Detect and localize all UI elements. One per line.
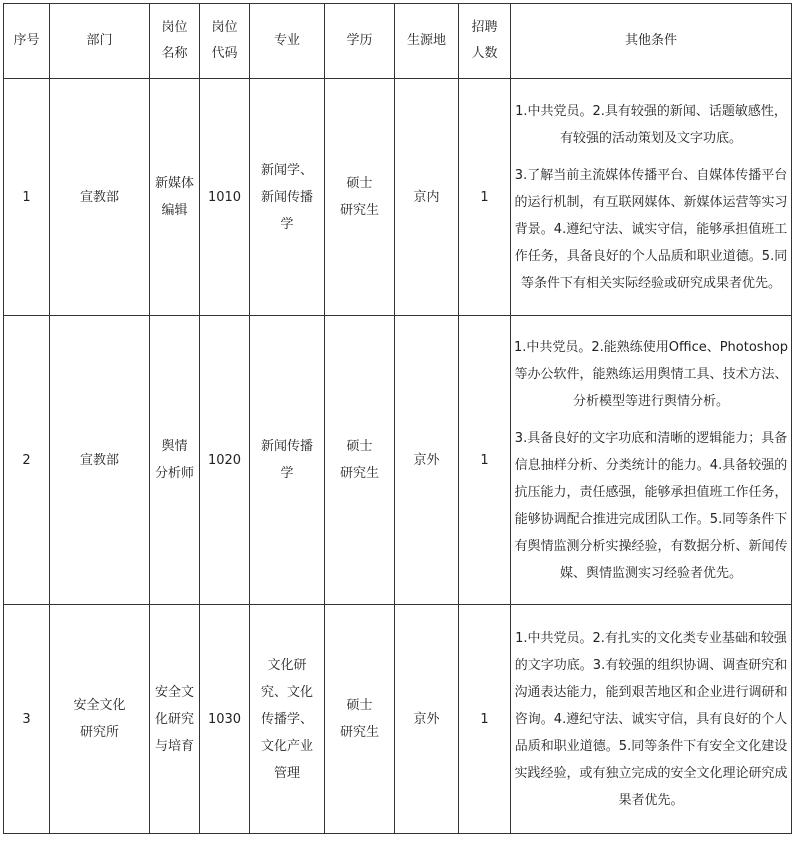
cell-seq: 2 — [4, 316, 50, 605]
cell-dept: 安全文化 研究所 — [50, 605, 150, 834]
cell-post-name: 舆情 分析师 — [150, 316, 200, 605]
condition-paragraph: 1.中共党员。2.具有较强的新闻、话题敏感性，有较强的活动策划及文字功底。 — [515, 103, 787, 146]
cell-post-code: 1030 — [200, 605, 250, 834]
cell-origin: 京外 — [395, 316, 459, 605]
header-seq: 序号 — [4, 4, 50, 79]
cell-post-code: 1010 — [200, 79, 250, 316]
cell-major: 新闻传播 学 — [250, 316, 325, 605]
cell-post-name: 新媒体 编辑 — [150, 79, 200, 316]
header-origin: 生源地 — [395, 4, 459, 79]
cell-count: 1 — [459, 316, 511, 605]
condition-paragraph: 1.中共党员。2.能熟练使用Office、Photoshop等办公软件，能熟练运用舆情工具、技术方法、分析模型等进行舆情分析。 — [513, 339, 789, 409]
cell-dept: 宣教部 — [50, 316, 150, 605]
condition-paragraph: 3.了解当前主流媒体传播平台、自媒体传播平台的运行机制，有互联网媒体、新媒体运营等实习背景。4.遵纪守法、诚实守信，能够承担值班工作任务，具备良好的个人品质和职业道德。5.同等条件下有相关实际经验或研究成果者优先。 — [514, 167, 788, 291]
cell-seq: 3 — [4, 605, 50, 834]
cell-origin: 京外 — [395, 605, 459, 834]
header-education: 学历 — [325, 4, 395, 79]
table-row — [4, 79, 792, 316]
header-post-code: 岗位 代码 — [200, 4, 250, 79]
condition-paragraph: 1.中共党员。2.有扎实的文化类专业基础和较强的文字功底。3.有较强的组织协调、调查研究和沟通表达能力，能到艰苦地区和企业进行调研和咨询。4.遵纪守法、诚实守信，具有良好的个人品质和职业道德。5.同等条件下有安全文化建设实践经验，或有独立完成的安全文化理论研究成果者优先。 — [514, 630, 788, 808]
cell-post-code: 1020 — [200, 316, 250, 605]
cell-post-name: 安全文 化研究 与培育 — [150, 605, 200, 834]
header-post-name: 岗位 名称 — [150, 4, 200, 79]
cell-conditions — [511, 605, 792, 834]
header-count: 招聘 人数 — [459, 4, 511, 79]
header-row — [4, 4, 792, 79]
cell-major: 新闻学、 新闻传播 学 — [250, 79, 325, 316]
table-row — [4, 605, 792, 834]
cell-origin: 京内 — [395, 79, 459, 316]
recruitment-table — [3, 3, 792, 834]
cell-conditions — [511, 79, 792, 316]
table-row — [4, 316, 792, 605]
cell-major: 文化研 究、文化 传播学、 文化产业 管理 — [250, 605, 325, 834]
header-conditions: 其他条件 — [511, 4, 792, 79]
cell-education: 硕士 研究生 — [325, 605, 395, 834]
cell-dept: 宣教部 — [50, 79, 150, 316]
cell-education: 硕士 研究生 — [325, 316, 395, 605]
cell-count: 1 — [459, 79, 511, 316]
cell-conditions — [511, 316, 792, 605]
header-dept: 部门 — [50, 4, 150, 79]
cell-count: 1 — [459, 605, 511, 834]
cell-seq: 1 — [4, 79, 50, 316]
header-major: 专业 — [250, 4, 325, 79]
condition-paragraph: 3.具备良好的文字功底和清晰的逻辑能力；具备信息抽样分析、分类统计的能力。4.具备较强的抗压能力，责任感强，能够承担值班工作任务，能够协调配合推进完成团队工作。5.同等条件下有舆情监测分析实操经验，有数据分析、新闻传媒、舆情监测实习经验者优先。 — [514, 430, 788, 581]
cell-education: 硕士 研究生 — [325, 79, 395, 316]
